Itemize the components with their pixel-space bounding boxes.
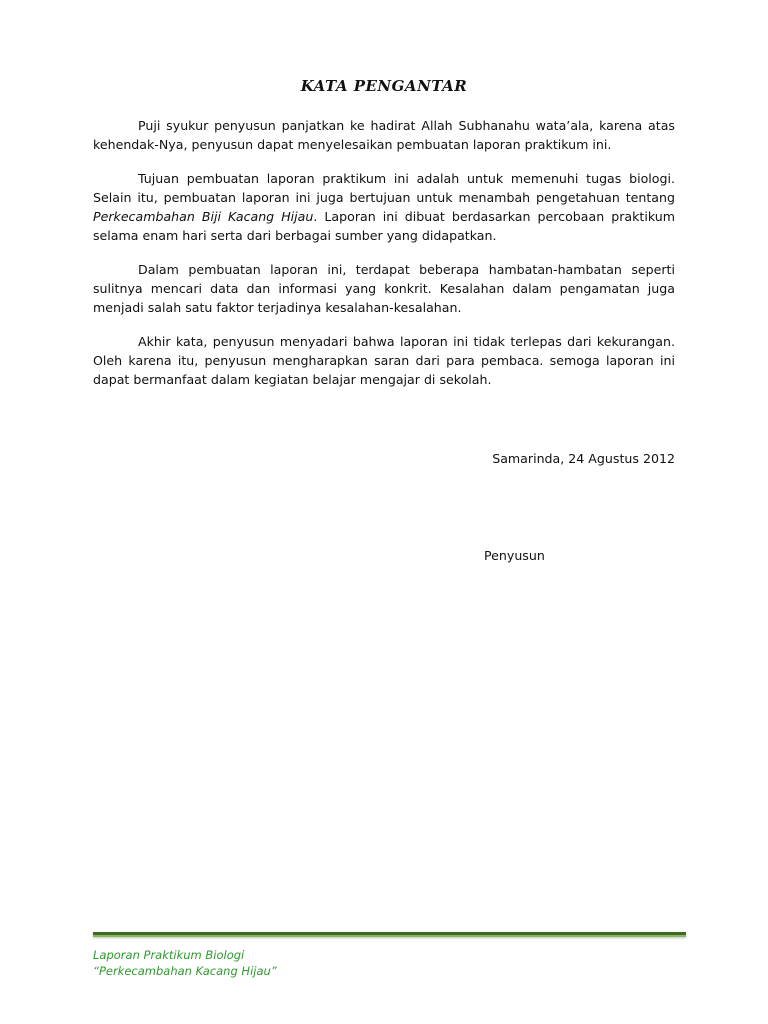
paragraph-1: Puji syukur penyusun panjatkan ke hadirat Allah Subhanahu wata’ala, karena atas kehendak-Nya, penyusun dapat menyelesaikan pembuatan laporan praktikum ini.: [93, 118, 675, 152]
footer-report-subtitle: “Perkecambahan Kacang Hijau”: [93, 964, 277, 978]
paragraph-2-text-a: Tujuan pembuatan laporan praktikum ini adalah untuk memenuhi tugas biologi. Selain itu, pembuatan laporan ini juga bertujuan untuk menambah pengetahuan tentang: [93, 171, 675, 205]
footer-report-title: Laporan Praktikum Biologi: [93, 948, 245, 962]
paragraph-2-text-b: . Laporan ini dibuat berdasarkan percobaan praktikum selama enam hari serta dari berbagai sumber yang didapatkan.: [93, 209, 675, 243]
paragraph-4: Akhir kata, penyusun menyadari bahwa laporan ini tidak terlepas dari kekurangan. Oleh karena itu, penyusun mengharapkan saran dari para pembaca. semoga laporan ini dapat bermanfaat dalam kegiatan belajar mengajar di sekolah.: [93, 334, 675, 387]
page-footer: [93, 947, 277, 979]
paragraph-2-italic-term: Perkecambahan Biji Kacang Hijau: [93, 209, 314, 224]
footer-divider: [93, 932, 686, 937]
page-title: KATA PENGANTAR: [300, 77, 468, 95]
signer-label: Penyusun: [484, 548, 545, 563]
paragraph-2: [93, 169, 675, 245]
place-date: Samarinda, 24 Agustus 2012: [492, 451, 675, 466]
document-body: [93, 116, 675, 404]
paragraph-3: Dalam pembuatan laporan ini, terdapat beberapa hambatan-hambatan seperti sulitnya mencari data dan informasi yang konkrit. Kesalahan dalam pengamatan juga menjadi salah satu faktor terjadinya kesalahan-kesalahan.: [93, 262, 675, 315]
